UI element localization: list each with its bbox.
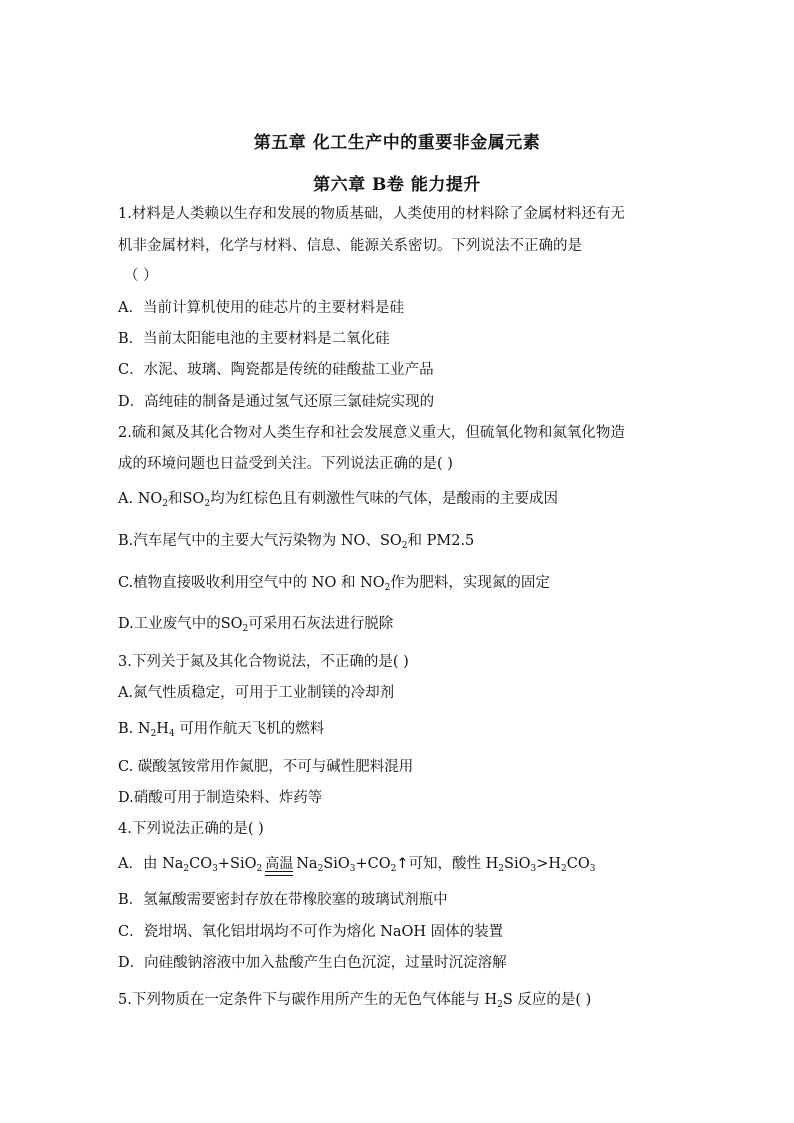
q3-option-b: B. $N_2H_4$ 可用作航天飞机的燃料 [118,721,325,739]
q1-stem-line-2: 机非金属材料，化学与材料、信息、能源关系密切。下列说法不正确的是 [118,238,582,254]
reaction-condition: 高温 [264,856,294,876]
q2-stem-line-1: 2.硫和氮及其化合物对人类生存和社会发展意义重大，但硫氧化物和氮氧化物造 [118,425,625,441]
q3-option-d: D.硝酸可用于制造染料、炸药等 [118,790,323,806]
q3-stem: 3.下列关于氮及其化合物说法，不正确的是( ) [118,654,409,670]
q3-option-c: C. 碳酸氢铵常用作氮肥，不可与碱性肥料混用 [118,759,414,775]
q1-answer-blank: （ ） [124,268,158,284]
q5-stem: 5.下列物质在一定条件下与碳作用所产生的无色气体能与 $H_2S$ 反应的是( ) [118,992,592,1010]
q1-option-a: A．当前计算机使用的硅芯片的主要材料是硅 [118,300,404,316]
q1-stem-line-1: 1.材料是人类赖以生存和发展的物质基础，人类使用的材料除了金属材料还有无 [118,206,625,222]
q2-option-d: D.工业废气中的$SO_2$可采用石灰法进行脱除 [118,616,394,634]
q3-option-a: A.氮气性质稳定，可用于工业制镁的冷却剂 [118,685,395,701]
q2-stem-line-2: 成的环境问题也日益受到关注。下列说法正确的是( ) [118,456,453,472]
q2-option-b: B.汽车尾气中的主要大气污染物为 NO、$SO_2$和 PM2.5 [118,533,475,551]
q1-option-c: C．水泥、玻璃、陶瓷都是传统的硅酸盐工业产品 [118,362,434,378]
q4-option-a: A．由 $Na_2CO_3+SiO_2$ 高温 $Na_2SiO_3+CO_2↑$可知，酸性 $H_2SiO_3>H_2CO_3$ [118,856,596,874]
q4-option-b: B．氢氟酸需要密封存放在带橡胶塞的玻璃试剂瓶中 [118,892,448,908]
q4-option-c: C．瓷坩埚、氧化铝坩埚均不可作为熔化 NaOH 固体的装置 [118,924,504,940]
q2-option-c: C.植物直接吸收利用空气中的 NO 和 $NO_2$作为肥料，实现氮的固定 [118,575,550,593]
q4-option-d: D．向硅酸钠溶液中加入盐酸产生白色沉淀，过量时沉淀溶解 [118,955,507,971]
gas-arrow-icon: ↑ [396,856,409,872]
chapter-title: 第五章 化工生产中的重要非金属元素 [253,133,541,153]
section-title: 第六章 B卷 能力提升 [313,175,481,195]
q1-option-d: D．高纯硅的制备是通过氢气还原三氯硅烷实现的 [118,394,435,410]
q4-stem: 4.下列说法正确的是( ) [118,821,264,837]
q1-option-b: B．当前太阳能电池的主要材料是二氧化硅 [118,331,390,347]
q2-option-a: A. $NO_2$和$SO_2$均为红棕色且有刺激性气味的气体，是酸雨的主要成因 [118,491,559,509]
